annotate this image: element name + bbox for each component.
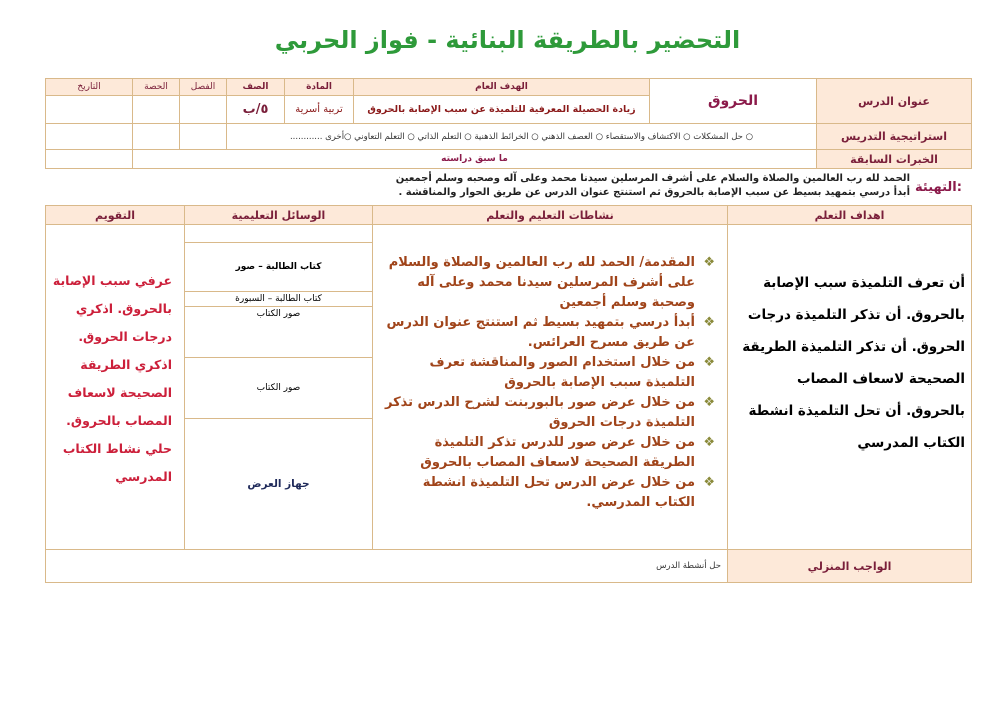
goals-text: أن تعرف التلميذة سبب الإصابة بالحروق. أن تذكر التلميذة درجات الحروق. أن تذكر التلميذة الطريقة الصحيحة لاسعاف المصاب بالحروق. أن تحل التلميذة انشطة الكتاب المدرسي: [742, 275, 965, 451]
media-item-2: كتاب الطالبة – السبورة: [185, 292, 372, 307]
period-label: الحصة: [133, 79, 180, 96]
activity-item: ❖ من خلال عرض صور بالبوربنت لشرح الدرس تذكر التلميذة درجات الحروق: [384, 395, 715, 430]
class-label: الصف: [227, 79, 285, 96]
section-label: الفصل: [180, 79, 227, 96]
goals-cell: [728, 225, 972, 550]
tahye-line-1: الحمد لله رب العالمين والصلاة والسلام على أشرف المرسلين سيدنا محمد وعلى آله وصحبه وسلم أجمعين: [395, 173, 910, 184]
media-item-4: صور الكتاب: [185, 358, 372, 419]
tahye-text: [380, 172, 910, 200]
tahye-line-2: أبدأ درسي بتمهيد بسيط عن سبب الإصابة بالحروق ثم استنتج عنوان الدرس عن طريق الحوار والمناقشة .: [398, 187, 910, 198]
activities-cell: [373, 225, 728, 550]
homework-label: الواجب المنزلي: [728, 550, 972, 583]
period-value: [133, 96, 180, 124]
media-spacer: [185, 225, 372, 243]
subject-label: المادة: [285, 79, 354, 96]
diamond-bullet-icon: ❖: [703, 255, 715, 270]
activity-item: ❖ المقدمة/ الحمد لله رب العالمين والصلاة والسلام على أشرف المرسلين سيدنا محمد وعلى آله وصحبة وسلم أجمعين: [388, 255, 715, 310]
prior-knowledge-value: ما سبق دراسته: [133, 150, 817, 169]
diamond-bullet-icon: ❖: [703, 395, 715, 410]
media-cell: [185, 225, 373, 550]
lesson-plan-table: [45, 205, 972, 583]
diamond-bullet-icon: ❖: [703, 435, 715, 450]
date-label: التاريخ: [46, 79, 133, 96]
homework-value: حل أنشطة الدرس: [46, 550, 728, 583]
media-header: الوسائل التعليمية: [185, 206, 373, 225]
strategy-extra-cell: [133, 124, 180, 150]
eval-cell: [46, 225, 185, 550]
strategies-options: ○ حل المشكلات ○ الاكتشاف والاستقصاء ○ العصف الذهني ○ الخرائط الذهنية ○ التعلم الذاتي ○ التعلم التعاوني ○أخرى ............: [227, 124, 817, 150]
activities-list: [373, 253, 727, 513]
eval-text: عرفي سبب الإصابة بالحروق. اذكري درجات الحروق. اذكري الطريقة الصحيحة لاسعاف المصاب بالحروق. حلي نشاط الكتاب المدرسي: [52, 273, 172, 484]
subject-value: تربية أسرية: [285, 96, 354, 124]
lesson-title-value: الحروق: [650, 79, 817, 124]
goals-header: اهداف التعلم: [728, 206, 972, 225]
section-value: [180, 96, 227, 124]
prior-extra-cell: [46, 150, 133, 169]
diamond-bullet-icon: ❖: [703, 475, 715, 490]
media-item-5: جهاز العرض: [247, 478, 310, 490]
activity-item: ❖ من خلال عرض الدرس تحل التلميذة انشطة الكتاب المدرسي.: [422, 475, 715, 510]
general-goal-value: زيادة الحصيلة المعرفية للتلميذة عن سبب الإصابة بالحروق: [354, 96, 650, 124]
lesson-header-table: [45, 78, 972, 169]
diamond-bullet-icon: ❖: [703, 355, 715, 370]
general-goal-label: الهدف العام: [354, 79, 650, 96]
media-item-1: كتاب الطالبة – صور: [185, 243, 372, 292]
strategies-label: استراتيجية التدريس: [817, 124, 972, 150]
strategy-extra-cell: [46, 124, 133, 150]
lesson-title-label: عنوان الدرس: [817, 79, 972, 124]
page-title: التحضير بالطريقة البنائية - فواز الحربي: [274, 26, 741, 54]
activity-item: ❖ أبدأ درسي بتمهيد بسيط ثم استنتج عنوان الدرس عن طريق مسرح العرائس.: [386, 315, 715, 350]
class-value: ٥/ب: [227, 96, 285, 124]
activity-item: ❖ من خلال عرض صور للدرس تذكر التلميذة الطريقة الصحيحة لاسعاف المصاب بالحروق: [420, 435, 715, 470]
date-value: [46, 96, 133, 124]
activities-header: نشاطات التعليم والتعلم: [373, 206, 728, 225]
strategy-extra-cell: [180, 124, 227, 150]
activity-item: ❖ من خلال استخدام الصور والمناقشة تعرف التلميذة سبب الإصابة بالحروق: [429, 355, 715, 390]
diamond-bullet-icon: ❖: [703, 315, 715, 330]
tahye-label: التهيئة:: [915, 180, 962, 195]
eval-header: التقويم: [46, 206, 185, 225]
prior-knowledge-label: الخبرات السابقة: [817, 150, 972, 169]
media-item-3: صور الكتاب: [185, 307, 372, 358]
